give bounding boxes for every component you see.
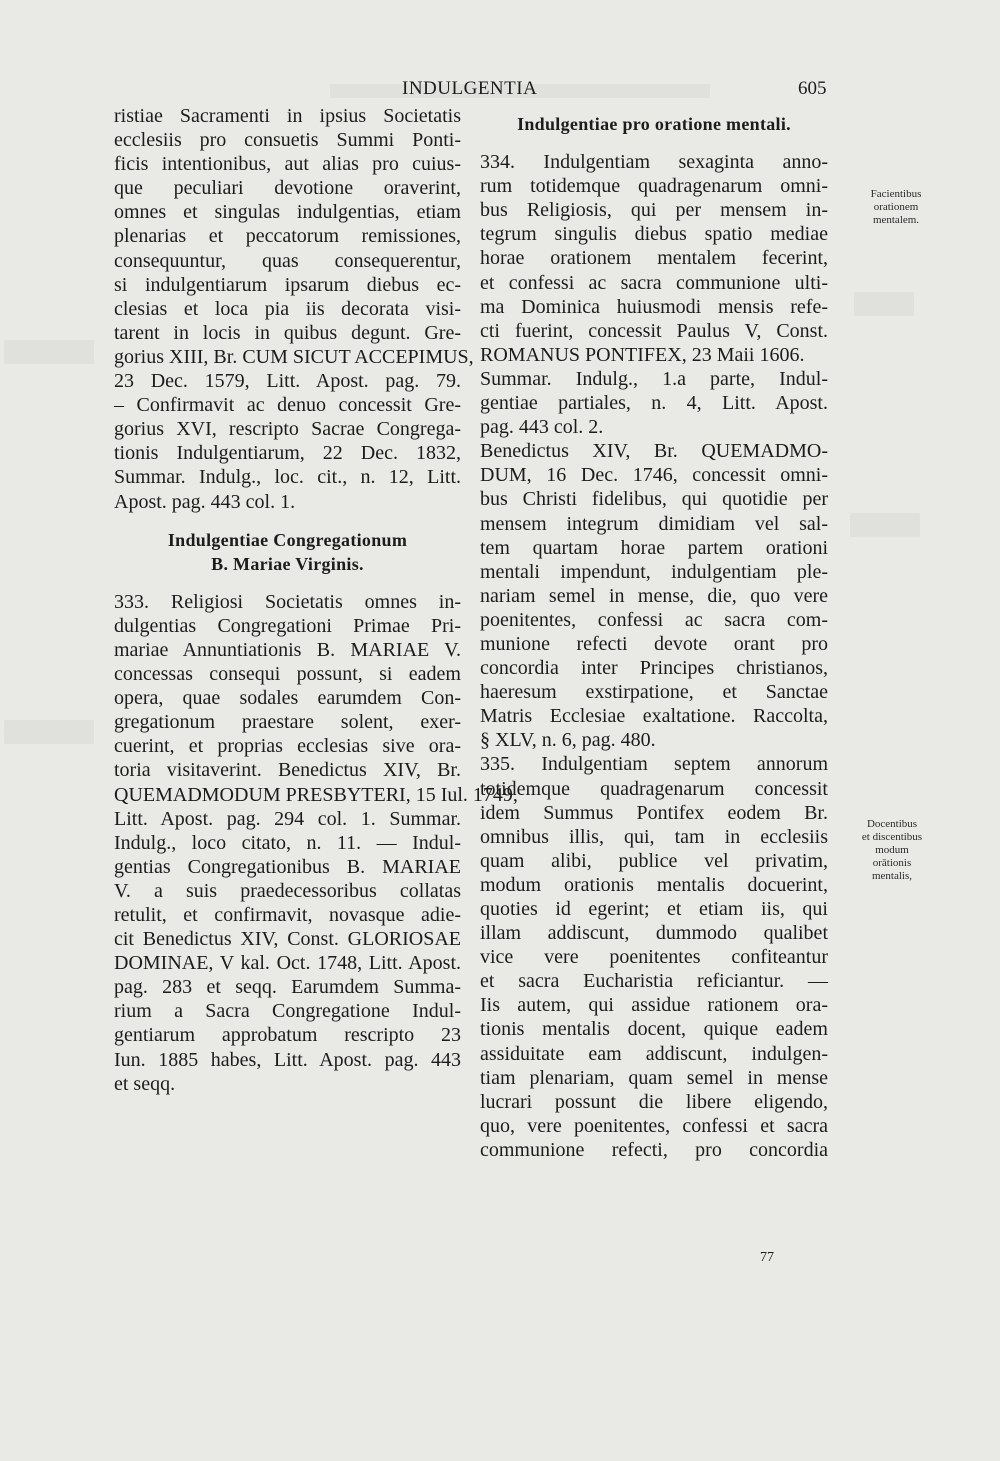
spacer: [480, 136, 828, 150]
margin-note-line: orationem: [873, 201, 919, 213]
text-line: nariam semel in mense, die, quo vere: [480, 584, 828, 607]
right-column: [480, 104, 828, 1162]
margin-note-line: mentalem.: [872, 214, 920, 226]
margin-note-line: modum: [875, 844, 909, 856]
text-line: idem Summus Pontifex eodem Br.: [480, 801, 828, 824]
text-line: ficis intentionibus, aut alias pro cuius-: [114, 153, 461, 176]
text-line: et seqq.: [114, 1072, 176, 1095]
text-line: tionis mentalis docent, quique eadem: [480, 1018, 828, 1041]
text-line: munione refecti devote orant pro: [480, 632, 828, 655]
text-line: DOMINAE, V kal. Oct. 1748, Litt. Apost.: [114, 952, 461, 975]
text-line: ROMANUS PONTIFEX, 23 Maii 1606.: [480, 343, 805, 366]
text-line: tiam plenariam, quam semel in mense: [480, 1066, 828, 1089]
text-line: gentiarum approbatum rescripto 23: [114, 1024, 461, 1047]
text-line: assiduitate eam addiscunt, indulgen-: [480, 1042, 828, 1065]
margin-note-line: mentalis,: [871, 870, 913, 882]
text-line: rum totidemque quadragenarum omni-: [480, 175, 828, 198]
text-line: toria visitaverint. Benedictus XIV, Br.: [114, 759, 461, 782]
text-line: Benedictus XIV, Br. QUEMADMO-: [480, 440, 828, 463]
section-heading: Indulgentiae Congregationum: [167, 529, 408, 550]
text-line: consequuntur, quas consequerentur,: [114, 249, 461, 272]
text-line: et sacra Eucharistia reficiantur. —: [480, 970, 828, 993]
margin-note-line: et discentibus: [861, 831, 923, 843]
spacer: [480, 104, 828, 112]
text-line: Indulg., loco citato, n. 11. — Indul-: [114, 831, 461, 854]
text-line: V. a suis praedecessoribus collatas: [114, 879, 461, 902]
text-line: § XLV, n. 6, pag. 480.: [480, 729, 656, 752]
text-line: Iis autem, qui assidue rationem ora-: [480, 994, 828, 1017]
spacer: [114, 576, 461, 590]
text-line: Matris Ecclesiae exaltatione. Raccolta,: [480, 705, 828, 728]
text-line: ristiae Sacramenti in ipsius Societatis: [114, 105, 461, 127]
text-line: Apost. pag. 443 col. 1.: [114, 490, 296, 513]
margin-note-line: Docentibus: [866, 818, 918, 830]
text-line: quoties id egerint; et etiam iis, qui: [480, 898, 828, 920]
text-line: 23 Dec. 1579, Litt. Apost. pag. 79.: [114, 370, 461, 393]
text-line: omnibus illis, qui, tam in ecclesiis: [480, 825, 828, 848]
text-line: 335. Indulgentiam septem annorum: [480, 753, 828, 776]
text-line: pag. 443 col. 2.: [480, 416, 604, 439]
bleed-through: [4, 720, 94, 744]
text-line: QUEMADMODUM PRESBYTERI, 15 Iul. 1749,: [114, 783, 518, 806]
text-line: ecclesiis pro consuetis Summi Ponti-: [114, 129, 461, 152]
bleed-through: [4, 340, 94, 364]
text-line: lucrari possunt die libere eligendo,: [480, 1090, 828, 1113]
text-line: gorius XIII, Br. CUM SICUT ACCEPIMUS,: [114, 345, 474, 368]
text-line: quo, vere poenitentes, confessi et sacra: [480, 1114, 828, 1137]
text-line: omnes et singulas indulgentias, etiam: [114, 201, 461, 224]
text-line: bus Christi fidelibus, qui quotidie per: [480, 488, 828, 511]
text-line: totidemque quadragenarum concessit: [480, 777, 828, 800]
running-title: INDULGENTIA: [402, 78, 538, 99]
text-line: illam addiscunt, dummodo qualibet: [480, 922, 828, 945]
text-line: gentiae partiales, n. 4, Litt. Apost.: [480, 392, 828, 415]
text-line: gentias Congregationibus B. MARIAE: [114, 855, 461, 878]
text-line: tarent in locis in quibus degunt. Gre-: [114, 321, 461, 344]
section-heading: B. Mariae Virginis.: [211, 553, 364, 574]
text-line: concordia inter Principes christianos,: [480, 657, 828, 680]
text-line: tionis Indulgentiarum, 22 Dec. 1832,: [114, 442, 461, 465]
text-line: mentali impendunt, indulgentiam ple-: [480, 560, 828, 583]
text-line: clesias et loca pia iis decorata visi-: [114, 297, 461, 320]
text-line: rium a Sacra Congregatione Indul-: [114, 1000, 461, 1023]
text-line: horae orationem mentalem fecerint,: [480, 247, 828, 270]
text-line: tem quartam horae partem orationi: [480, 536, 828, 559]
text-line: 334. Indulgentiam sexaginta anno-: [480, 151, 828, 174]
text-line: si indulgentiarum ipsarum diebus ec-: [114, 273, 461, 296]
section-heading: Indulgentiae pro oratione mentali.: [517, 114, 791, 134]
text-line: 333. Religiosi Societatis omnes in-: [114, 590, 461, 613]
bleed-through: [850, 513, 920, 537]
margin-note-line: Facientibus: [870, 188, 922, 200]
signature-mark: 77: [760, 1250, 774, 1265]
spacer: [114, 514, 461, 528]
text-line: gorius XVI, rescripto Sacrae Congrega-: [114, 418, 461, 441]
margin-note-mental-prayer: [848, 188, 944, 227]
text-line: plenarias et peccatorum remissiones,: [114, 225, 461, 248]
text-line: bus Religiosis, qui per mensem in-: [480, 199, 828, 222]
left-column: [114, 104, 518, 1096]
text-line: cuerint, et proprias ecclesias sive ora-: [114, 735, 461, 758]
text-line: communione refecti, pro concordia: [480, 1138, 828, 1161]
margin-note-teaching: [840, 818, 944, 883]
text-line: tegrum singulis diebus spatio mediae: [480, 223, 828, 246]
margin-note-line: orātionis: [872, 857, 912, 869]
text-line: pag. 283 et seqq. Earumdem Summa-: [114, 976, 461, 999]
text-line: haeresum exstirpatione, et Sanctae: [480, 681, 828, 704]
text-line: mariae Annuntiationis B. MARIAE V.: [114, 638, 461, 661]
running-head: [0, 78, 1000, 102]
text-line: que peculiari devotione oraverint,: [114, 177, 461, 200]
text-line: gregationum praestare solent, exer-: [114, 711, 461, 734]
text-line: – Confirmavit ac denuo concessit Gre-: [114, 394, 461, 417]
text-line: dulgentias Congregationi Primae Pri-: [114, 614, 461, 637]
text-line: modum orationis mentalis docuerint,: [480, 873, 828, 896]
text-line: Summar. Indulg., loc. cit., n. 12, Litt.: [114, 466, 461, 489]
text-line: ma Dominica huiusmodi mensis refe-: [480, 295, 828, 318]
page-number: 605: [798, 78, 827, 99]
text-line: cti fuerint, concessit Paulus V, Const.: [480, 319, 828, 342]
text-line: mensem integrum dimidiam vel sal-: [480, 512, 828, 535]
text-line: cit Benedictus XIV, Const. GLORIOSAE: [114, 928, 461, 951]
text-line: Litt. Apost. pag. 294 col. 1. Summar.: [114, 807, 461, 830]
text-line: Iun. 1885 habes, Litt. Apost. pag. 443: [114, 1048, 461, 1071]
text-line: vice vere poenitentes confiteantur: [480, 946, 828, 969]
text-line: DUM, 16 Dec. 1746, concessit omni-: [480, 464, 828, 487]
text-line: opera, quae sodales earumdem Con-: [114, 687, 461, 710]
bleed-through: [854, 292, 914, 316]
text-line: concessas consequi possunt, si eadem: [114, 663, 461, 686]
text-line: retulit, et confirmavit, novasque adie-: [114, 904, 461, 926]
text-line: et confessi ac sacra communione ulti-: [480, 271, 828, 294]
text-line: Summar. Indulg., 1.a parte, Indul-: [480, 367, 828, 390]
text-line: poenitentes, confessi ac sacra com-: [480, 608, 828, 631]
text-line: quam alibi, publice vel privatim,: [480, 849, 828, 872]
